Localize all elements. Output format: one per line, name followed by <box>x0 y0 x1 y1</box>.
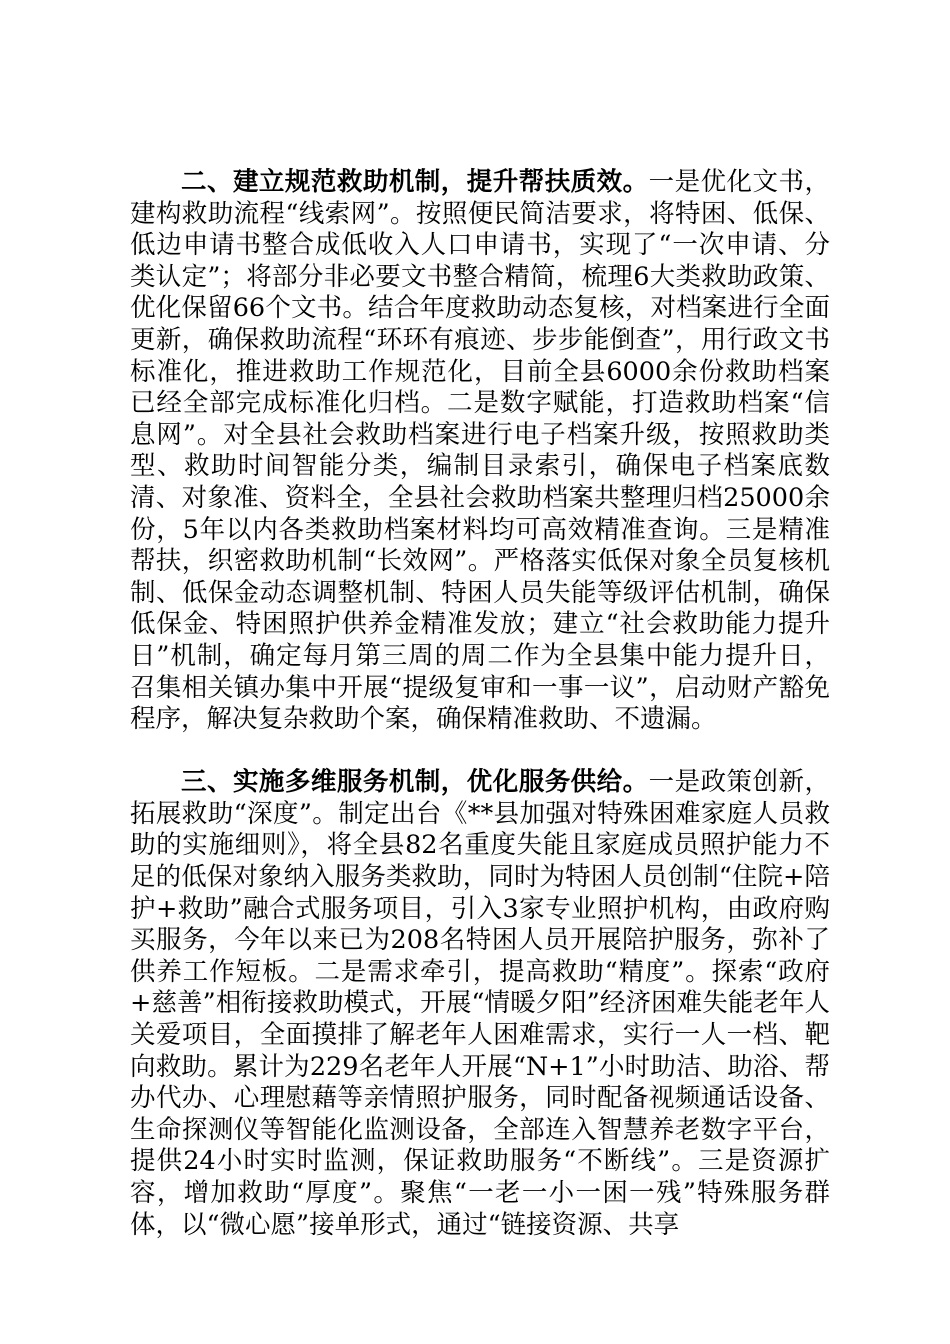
section-three-body: 一是政策创新，拓展救助“深度”。制定出台《**县加强对特殊困难家庭人员救助的实施细则》，将全县82名重度失能且家庭成员照护能力不足的低保对象纳入服务类救助，同时为特困人员创制“住院+陪护+救助”融合式服务项目，引入3家专业照护机构，由政府购买服务，今年以来已为208名特困人员开展陪护服务，弥补了供养工作短板。二是需求牵引，提高救助“精度”。探索“政府+慈善”相衔接救助模式，开展“情暖夕阳”经济困难失能老年人关爱项目，全面摸排了解老年人困难需求，实行一人一档、靶向救助。累计为229名老年人开展“N+1”小时助洁、助浴、帮办代办、心理慰藉等亲情照护服务，同时配备视频通话设备、生命探测仪等智能化监测设备，全部连入智慧养老数字平台，提供24小时实时监测，保证救助服务“不断线”。三是资源扩容，增加救助“厚度”。聚焦“一老一小一困一残”特殊服务群体，以“微心愿”接单形式，通过“链接资源、共享 <box>130 767 830 1240</box>
document-page <box>130 167 830 1241</box>
section-two-paragraph <box>130 167 830 736</box>
section-three-paragraph <box>130 767 830 1241</box>
section-two-body: 一是优化文书，建构救助流程“线索网”。按照便民简洁要求，将特困、低保、低边申请书整合成低收入人口申请书，实现了“一次申请、分类认定”；将部分非必要文书整合精简，梳理6大类救助政策、优化保留66个文书。结合年度救助动态复核，对档案进行全面更新，确保救助流程“环环有痕迹、步步能倒查”，用行政文书标准化，推进救助工作规范化，目前全县6000余份救助档案已经全部完成标准化归档。二是数字赋能，打造救助档案“信息网”。对全县社会救助档案进行电子档案升级，按照救助类型、救助时间智能分类，编制目录索引，确保电子档案底数清、对象准、资料全，全县社会救助档案共整理归档25000余份，5年以内各类救助档案材料均可高效精准查询。三是精准帮扶，织密救助机制“长效网”。严格落实低保对象全员复核机制、低保金动态调整机制、特困人员失能等级评估机制，确保低保金、特困照护供养金精准发放；建立“社会救助能力提升日”机制，确定每月第三周的周二作为全县集中能力提升日，召集相关镇办集中开展“提级复审和一事一议”，启动财产豁免程序，解决复杂救助个案，确保精准救助、不遗漏。 <box>130 167 830 735</box>
section-three-heading: 三、实施多维服务机制，优化服务供给。 <box>181 767 649 798</box>
section-two-heading: 二、建立规范救助机制，提升帮扶质效。 <box>181 167 649 197</box>
